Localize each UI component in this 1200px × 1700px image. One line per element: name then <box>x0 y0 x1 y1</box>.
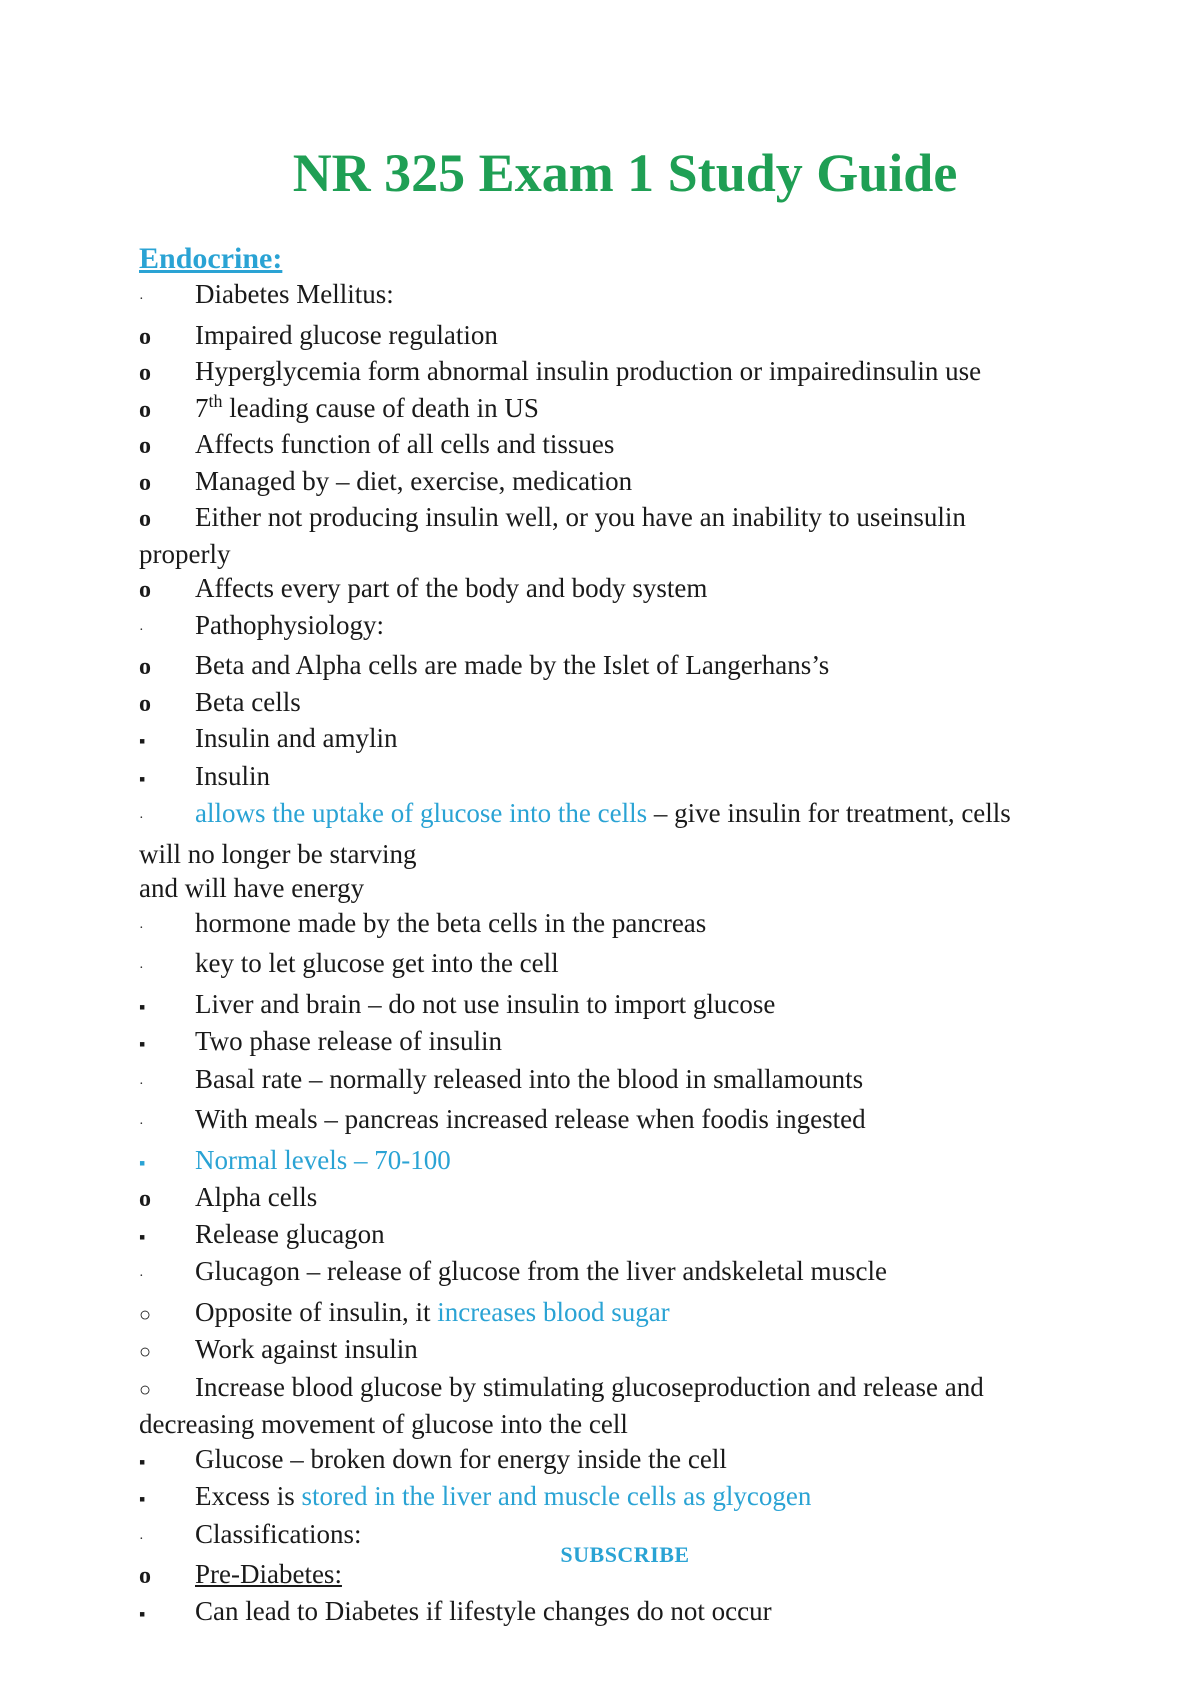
list-item <box>139 759 1139 797</box>
list-item <box>139 1295 1139 1333</box>
list-item <box>139 648 1139 685</box>
bullet-square-icon: ▪ <box>139 1451 146 1472</box>
list-item <box>139 685 1139 722</box>
line-text: hormone made by the beta cells in the pancreas <box>195 907 707 938</box>
list-item <box>139 318 1139 355</box>
line-text: Work against insulin <box>195 1334 418 1364</box>
line-text-start: Opposite of insulin, it <box>195 1296 438 1327</box>
bullet-dot-icon: · <box>139 1531 144 1547</box>
ordinal-suffix: th <box>208 390 223 411</box>
list-item <box>139 796 1139 837</box>
line-text <box>195 1479 811 1514</box>
line-text: Can lead to Diabetes if lifestyle changes do not occur <box>195 1595 772 1626</box>
list-item <box>139 987 1139 1025</box>
list-item <box>139 906 1139 947</box>
subheading-prediabetes: Pre-Diabetes: <box>195 1559 342 1589</box>
list-item <box>139 1479 1139 1517</box>
list-item <box>139 1594 1139 1632</box>
line-text: key to let glucose get into the cell <box>195 948 559 978</box>
list-item <box>139 1332 1139 1370</box>
bullet-square-icon: ▪ <box>139 1034 146 1054</box>
line-text: Diabetes Mellitus: <box>195 279 394 309</box>
list-item <box>139 1143 1139 1181</box>
line-text: Release glucagon <box>195 1218 385 1249</box>
line-text: decreasing movement of glucose into the cell <box>139 1409 628 1439</box>
list-item <box>139 1102 1139 1143</box>
list-item <box>139 427 1139 464</box>
list-item <box>139 571 1139 608</box>
line-text: Managed by – diet, exercise, medication <box>195 465 633 496</box>
line-text <box>195 1295 670 1330</box>
line-text: Beta and Alpha cells are made by the Islet of Langerhans’s <box>195 650 830 680</box>
line-text: Affects every part of the body and body system <box>195 573 708 603</box>
line-text: Impaired glucose regulation <box>195 319 498 350</box>
line-text: properly <box>139 538 231 569</box>
list-item <box>139 391 1139 428</box>
list-item <box>139 1254 1139 1295</box>
list-item <box>139 277 1139 318</box>
bullet-square-icon: ▪ <box>139 1152 146 1173</box>
line-text: Either not producing insulin well, or you have an inability to useinsulin <box>195 502 966 532</box>
list-item <box>139 354 1139 391</box>
list-item-continuation <box>139 837 1139 872</box>
bullet-dot-icon: · <box>139 1117 144 1132</box>
line-text-rest: leading cause of death in US <box>222 392 539 423</box>
bullet-circle-icon: o <box>139 469 151 496</box>
bullet-hollow-circle-icon: ○ <box>139 1303 152 1326</box>
subscribe-link[interactable]: SUBSCRIBE <box>560 1542 690 1567</box>
list-item-continuation <box>139 1407 1139 1442</box>
line-text <box>195 391 539 426</box>
bullet-square-icon: ▪ <box>139 768 146 789</box>
line-text: Affects function of all cells and tissues <box>195 429 615 459</box>
bullet-dot-icon: · <box>139 292 144 307</box>
highlighted-text[interactable]: allows the uptake of glucose into the cells <box>195 798 648 828</box>
line-text: With meals – pancreas increased release when foodis ingested <box>195 1104 866 1134</box>
line-text: Pathophysiology: <box>195 609 385 640</box>
line-text: will no longer be starving <box>139 838 417 869</box>
bullet-dot-icon: · <box>139 961 144 976</box>
list-item <box>139 500 1139 537</box>
list-item <box>139 608 1139 649</box>
line-text: Classifications: <box>195 1518 362 1549</box>
bullet-circle-icon: o <box>139 360 151 386</box>
bullet-circle-icon: o <box>139 690 151 717</box>
bullet-square-icon: ▪ <box>139 1603 146 1624</box>
bullet-dot-icon: · <box>139 1076 144 1092</box>
line-text: and will have energy <box>139 873 365 903</box>
bullet-circle-icon: o <box>139 396 151 423</box>
bullet-circle-icon: o <box>139 577 151 603</box>
line-text: Beta cells <box>195 686 301 717</box>
ordinal-number: 7 <box>195 392 209 423</box>
bullet-circle-icon: o <box>139 506 151 532</box>
list-item-continuation <box>139 537 1139 572</box>
section-heading-endocrine[interactable]: Endocrine: <box>139 242 283 275</box>
list-item <box>139 946 1139 987</box>
list-item <box>139 1217 1139 1255</box>
bullet-square-icon: ▪ <box>139 996 146 1017</box>
document-title: NR 325 Exam 1 Study Guide <box>292 143 958 203</box>
list-item <box>139 1370 1139 1408</box>
line-text: Liver and brain – do not use insulin to import glucose <box>195 988 776 1019</box>
bullet-dot-icon: · <box>139 622 144 638</box>
bullet-circle-icon: o <box>139 433 151 459</box>
bullet-circle-icon: o <box>139 654 151 680</box>
list-item <box>139 1442 1139 1480</box>
bullet-square-icon: ▪ <box>139 731 146 751</box>
line-text: Glucose – broken down for energy inside the cell <box>195 1443 727 1474</box>
line-text-rest: – give insulin for treatment, cells <box>647 798 1011 828</box>
line-text-start: Excess is <box>195 1481 302 1511</box>
highlighted-text[interactable]: stored in the liver and muscle cells as glycogen <box>301 1481 812 1511</box>
bullet-square-icon: ▪ <box>139 1226 146 1247</box>
line-text: Two phase release of insulin <box>195 1026 503 1056</box>
bullet-circle-icon: o <box>139 1186 151 1212</box>
list-item <box>139 464 1139 501</box>
list-item <box>139 1062 1139 1103</box>
list-item-continuation <box>139 871 1139 906</box>
bullet-circle-icon: o <box>139 1563 151 1589</box>
bullet-circle-icon: o <box>139 323 151 350</box>
bullet-dot-icon: · <box>139 920 144 936</box>
list-item <box>139 721 1139 759</box>
line-text: Alpha cells <box>195 1182 318 1212</box>
bullet-hollow-circle-icon: ○ <box>139 1378 152 1401</box>
line-text: Hyperglycemia form abnormal insulin production or impairedinsulin use <box>195 356 982 386</box>
bullet-square-icon: ▪ <box>139 1489 146 1509</box>
line-text: Increase blood glucose by stimulating glucoseproduction and release and <box>195 1371 984 1402</box>
notes-list <box>139 277 1139 1631</box>
bullet-hollow-circle-icon: ○ <box>139 1341 152 1363</box>
line-text: Basal rate – normally released into the blood in smallamounts <box>195 1063 864 1094</box>
list-item <box>139 1024 1139 1062</box>
highlighted-text[interactable]: increases blood sugar <box>437 1296 670 1327</box>
bullet-dot-icon: · <box>139 1269 144 1284</box>
line-text: Insulin and amylin <box>195 723 398 753</box>
list-item <box>139 1180 1139 1217</box>
line-text: Insulin <box>195 760 271 791</box>
line-text: Glucagon – release of glucose from the liver andskeletal muscle <box>195 1256 887 1286</box>
bullet-dot-icon: · <box>139 811 144 826</box>
line-text <box>195 796 1011 831</box>
highlighted-text[interactable]: Normal levels – 70-100 <box>195 1144 451 1175</box>
